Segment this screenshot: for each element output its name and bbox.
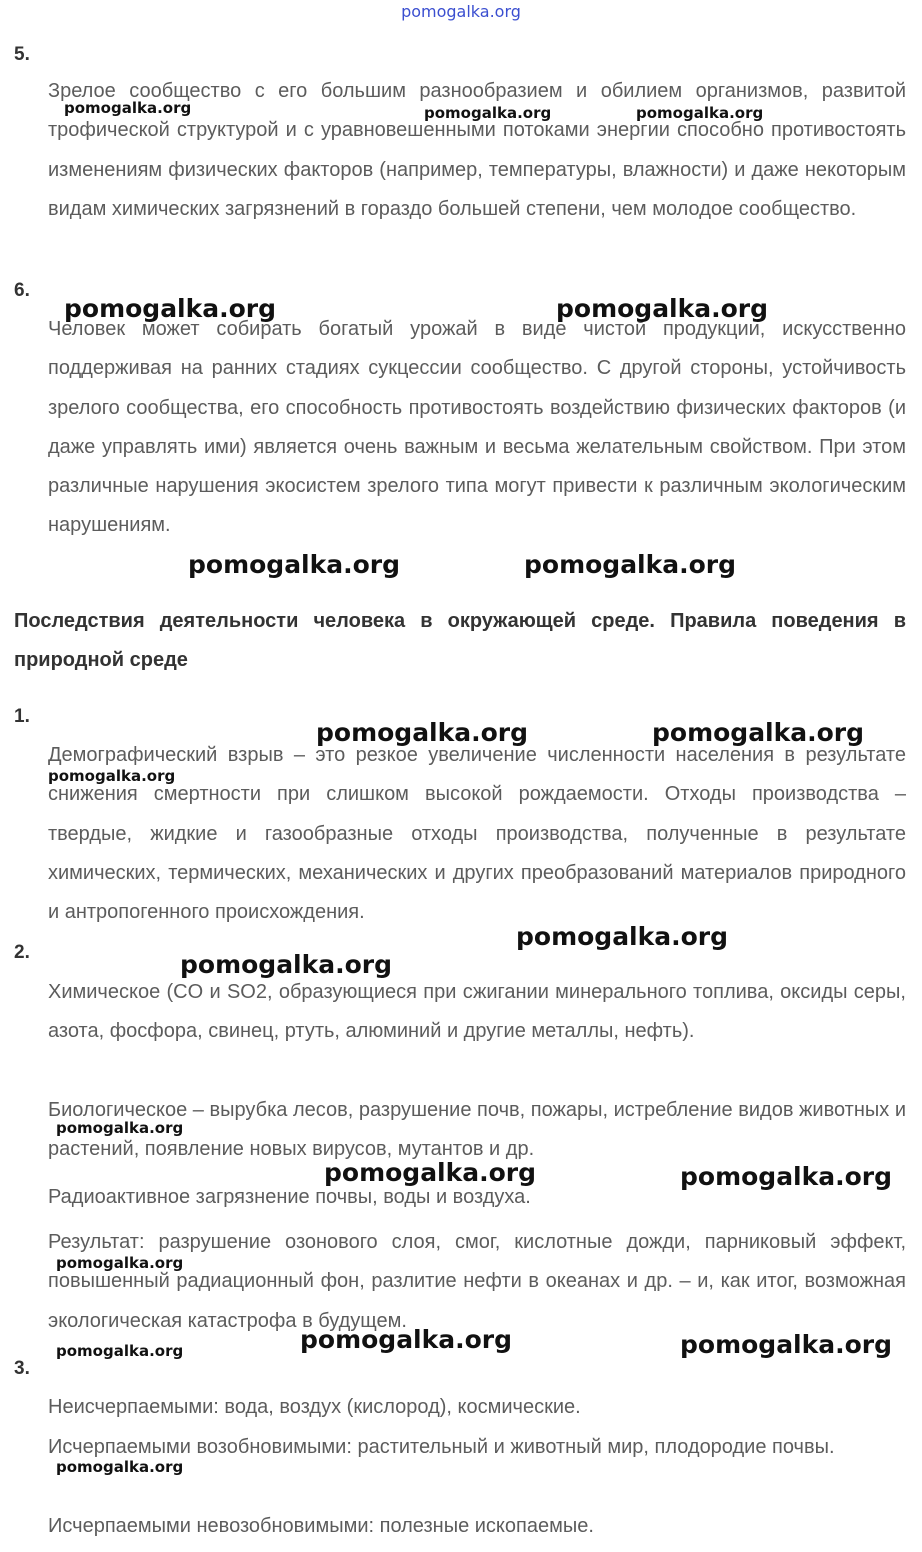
item-text: Радиоактивное загрязнение почвы, воды и воздуха. bbox=[48, 1186, 531, 1208]
item-text: Неисчерпаемыми: вода, воздух (кислород), космические. bbox=[48, 1396, 581, 1418]
item-text: Человек может собирать богатый урожай в виде чистой продукции, искусственно поддерживая на ранних стадиях сукцессии сообщество. С другой стороны, устойчивость зрелого сообщества, его способность противостоять воздействию физических факторов (и даже управлять ими) является очень важным и весьма желательным свойством. При этом различные нарушения экосистем зрелого типа могут привести к различным экологическим нарушениям. bbox=[48, 318, 906, 537]
watermark: pomogalka.org bbox=[424, 104, 552, 122]
watermark: pomogalka.org bbox=[524, 550, 737, 579]
item-number: 3. bbox=[14, 1358, 30, 1379]
watermark: pomogalka.org bbox=[516, 922, 729, 951]
watermark: pomogalka.org bbox=[56, 1458, 184, 1476]
site-header[interactable]: pomogalka.org bbox=[401, 2, 521, 21]
watermark: pomogalka.org bbox=[316, 718, 529, 747]
item-text: Зрелое сообщество с его большим разнообразием и обилием организмов, развитой трофической структурой и с уравновешенными потоками энергии способно противостоять изменениям физических факторов (например, температуры, влажности) и даже некоторым видам химических загрязнений в гораздо большей степени, чем молодое сообщество. bbox=[48, 80, 906, 220]
item-number: 1. bbox=[14, 706, 30, 727]
watermark: pomogalka.org bbox=[180, 950, 393, 979]
watermark: pomogalka.org bbox=[64, 99, 192, 117]
watermark: pomogalka.org bbox=[188, 550, 401, 579]
watermark: pomogalka.org bbox=[56, 1342, 184, 1360]
item-text: Результат: разрушение озонового слоя, смог, кислотные дожди, парниковый эффект, повышенный радиационный фон, разлитие нефти в океанах и др. – и, как итог, возможная экологическая катастрофа в будущем. bbox=[48, 1231, 906, 1332]
item-text: Химическое (CO и SO2, образующиеся при сжигании минерального топлива, оксиды серы, азота, фосфора, свинец, ртуть, алюминий и другие металлы, нефть). bbox=[48, 981, 906, 1043]
item-text: Демографический взрыв – это резкое увеличение численности населения в результате снижения смертности при слишком высокой рождаемости. Отходы производства – твердые, жидкие и газообразные отходы производства, полученные в результате химических, термических, механических и других преобразований материалов природного и антропогенного происхождения. bbox=[48, 744, 906, 924]
watermark: pomogalka.org bbox=[48, 767, 176, 785]
watermark: pomogalka.org bbox=[680, 1162, 893, 1191]
item-number: 5. bbox=[14, 44, 30, 65]
watermark: pomogalka.org bbox=[636, 104, 764, 122]
item-text: Исчерпаемыми возобновимыми: растительный и животный мир, плодородие почвы. bbox=[48, 1436, 835, 1458]
watermark: pomogalka.org bbox=[324, 1158, 537, 1187]
watermark: pomogalka.org bbox=[652, 718, 865, 747]
item-text: Исчерпаемыми невозобновимыми: полезные ископаемые. bbox=[48, 1515, 594, 1537]
watermark: pomogalka.org bbox=[556, 294, 769, 323]
watermark: pomogalka.org bbox=[300, 1325, 513, 1354]
section-heading: Последствия деятельности человека в окружающей среде. Правила поведения в природной среде bbox=[14, 610, 906, 671]
item-number: 6. bbox=[14, 280, 30, 301]
watermark: pomogalka.org bbox=[56, 1119, 184, 1137]
watermark: pomogalka.org bbox=[56, 1254, 184, 1272]
watermark: pomogalka.org bbox=[64, 294, 277, 323]
watermark: pomogalka.org bbox=[680, 1330, 893, 1359]
item-text: Биологическое – вырубка лесов, разрушение почв, пожары, истребление видов животных и растений, появление новых вирусов, мутантов и др. bbox=[48, 1099, 906, 1161]
item-number: 2. bbox=[14, 942, 30, 963]
